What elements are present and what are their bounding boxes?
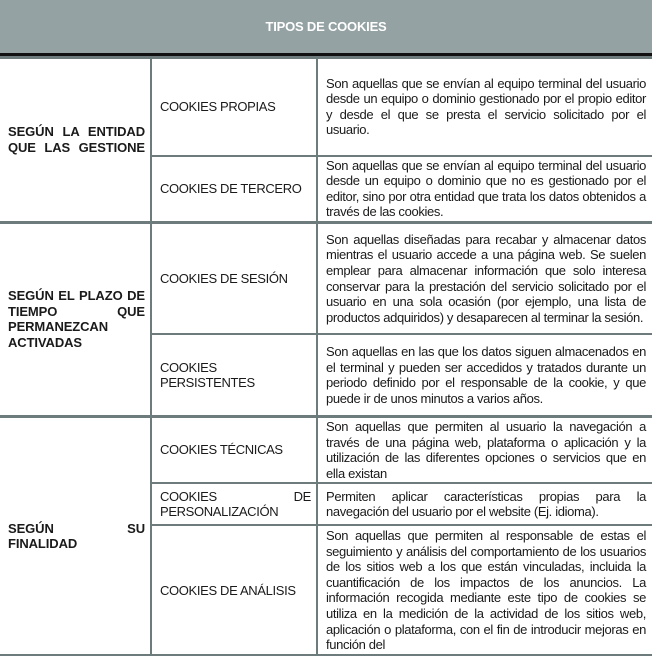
- cookie-type: COOKIES TÉCNICAS: [151, 416, 317, 483]
- group-label: SEGÚN EL PLAZO DE TIEMPO QUE PERMANEZCAN ACTIVADAS: [0, 222, 151, 416]
- cookie-types-table: [0, 56, 652, 656]
- table-row: [0, 416, 652, 483]
- cookie-description: Son aquellas que se envían al equipo terminal del usuario desde un equipo o dominio gestionado por el propio editor y desde el que se presta el servicio solicitado por el usuario.: [317, 58, 652, 156]
- cookie-type: COOKIES DE ANÁLISIS: [151, 525, 317, 655]
- group-label: SEGÚN LA ENTIDAD QUE LAS GESTIONE: [0, 58, 151, 223]
- cookie-description: Son aquellas que permiten al usuario la navegación a través de una página web, plataforma o aplicación y la utilización de las diferentes opciones o servicios que en ella existan: [317, 416, 652, 483]
- table-title: TIPOS DE COOKIES: [0, 0, 652, 56]
- cookie-description: Son aquellas en las que los datos siguen almacenados en el terminal y pueden ser accedidos y tratados durante un periodo definido por el responsable de la cookie, y que puede ir de unos minutos a varios años.: [317, 334, 652, 416]
- cookie-type: COOKIES DE TERCERO: [151, 156, 317, 223]
- cookie-description: Son aquellas que se envían al equipo terminal del usuario desde un equipo o dominio que no es gestionado por el editor, sino por otra entidad que trata los datos obtenidos a través de las cookies.: [317, 156, 652, 223]
- cookie-type: COOKIES PERSISTENTES: [151, 334, 317, 416]
- cookie-type: COOKIES PROPIAS: [151, 58, 317, 156]
- group-label: SEGÚN SU FINALIDAD: [0, 416, 151, 655]
- cookie-description: Son aquellas diseñadas para recabar y almacenar datos mientras el usuario accede a una página web. Se suelen emplear para almacenar información que solo interesa conservar para la prestación del servicio solicitado por el usuario en una sola ocasión (por ejemplo, una lista de productos adquiridos) y desaparecen al terminar la sesión.: [317, 222, 652, 334]
- cookie-type: COOKIES DE PERSONALIZACIÓN: [151, 483, 317, 525]
- cookie-description: Permiten aplicar características propias para la navegación del usuario por el website (Ej. idioma).: [317, 483, 652, 525]
- cookie-type: COOKIES DE SESIÓN: [151, 222, 317, 334]
- table-row: [0, 222, 652, 334]
- table-row: [0, 58, 652, 156]
- cookie-description: Son aquellas que permiten al responsable de estas el seguimiento y análisis del comportamiento de los usuarios de los sitios web a los que están vinculadas, incluida la cuantificación de los impactos de los anuncios. La información recogida mediante este tipo de cookies se utiliza en la medición de la actividad de los sitios web, aplicación o plataforma, con el fin de introducir mejoras en función del: [317, 525, 652, 655]
